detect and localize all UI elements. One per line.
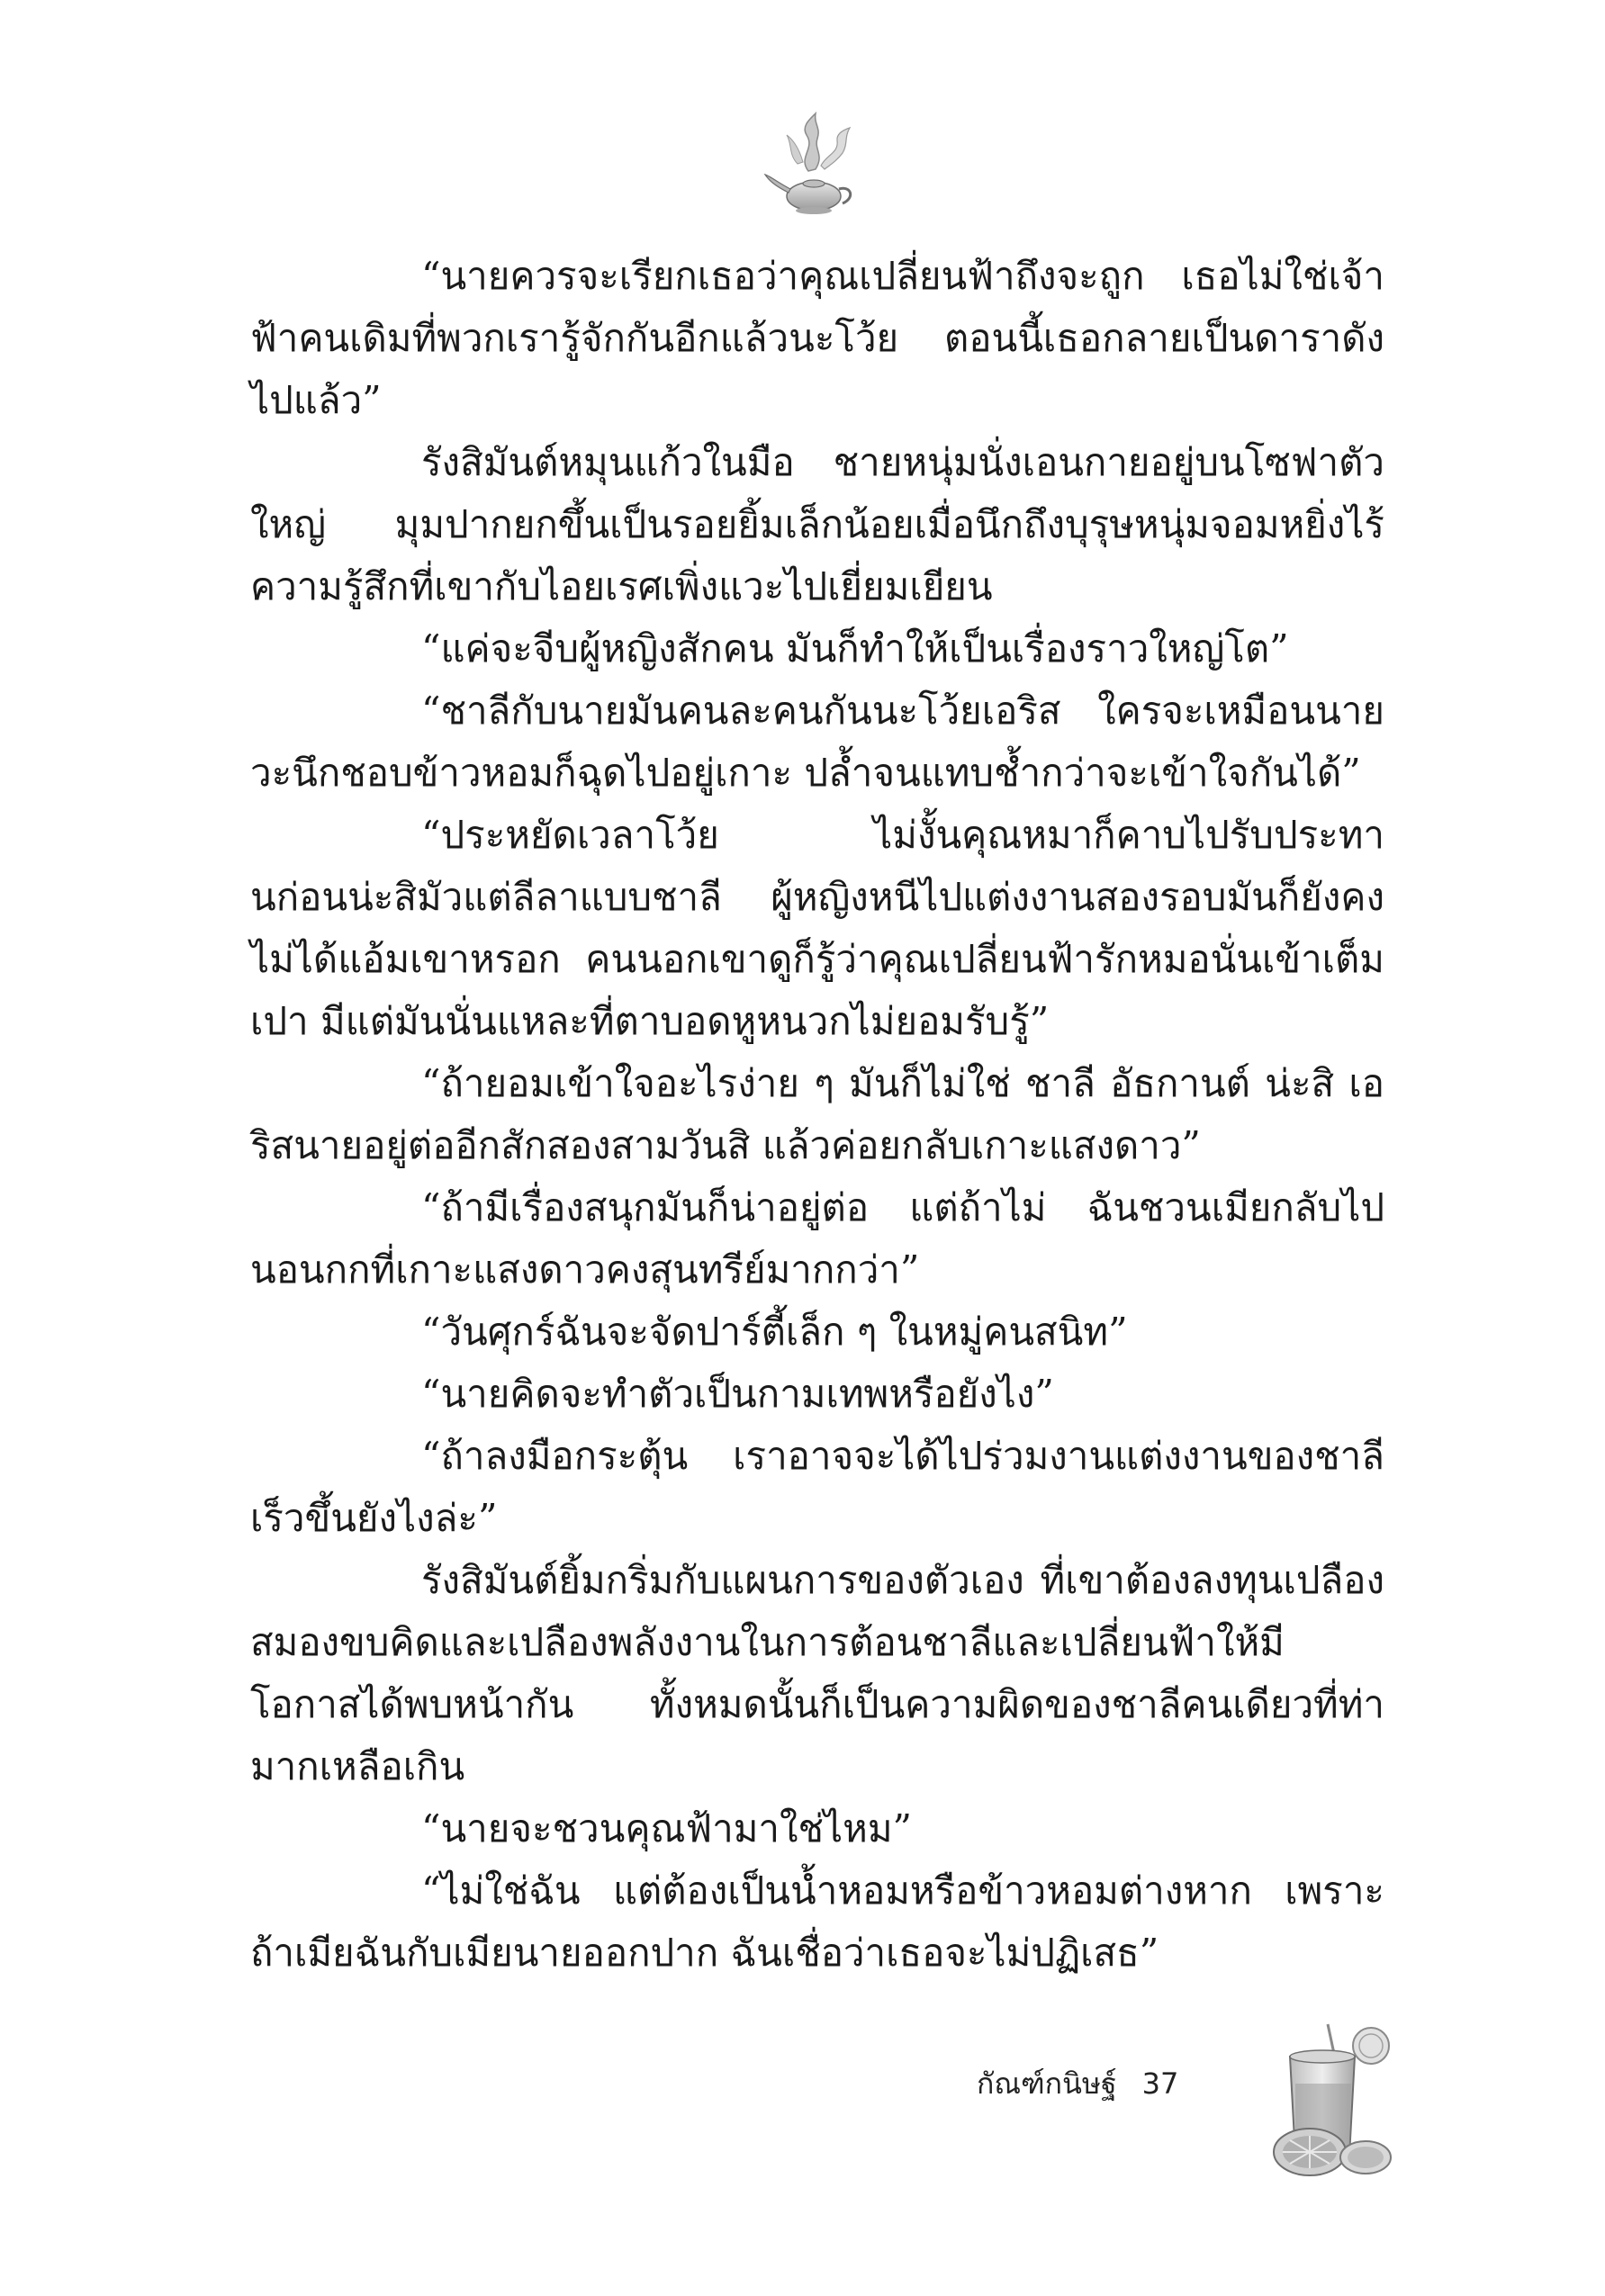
paragraph: รังสิมันต์หมุนแก้วในมือ ชายหนุ่มนั่งเอนกายอยู่บนโซฟาตัวใหญ่ มุมปากยกขึ้นเป็นรอยยิ้มเล็กน้อยเมื่อนึกถึงบุรุษหนุ่มจอมหยิ่งไร้ความรู้สึกที่เขากับไอยเรศเพิ่งแวะไปเยี่ยมเยียน xyxy=(250,440,1384,608)
paragraph: “ชาลีกับนายมันคนละคนกันนะโว้ยเอริส ใครจะเหมือนนายวะนึกชอบข้าวหอมก็ฉุดไปอยู่เกาะ ปล้ำจนแทบช้ำกว่าจะเข้าใจกันได้” xyxy=(250,689,1384,795)
paragraph: “นายควรจะเรียกเธอว่าคุณเปลี่ยนฟ้าถึงจะถูก เธอไม่ใช่เจ้าฟ้าคนเดิมที่พวกเรารู้จักกันอีกแล้วนะโว้ย ตอนนี้เธอกลายเป็นดาราดังไปแล้ว” xyxy=(250,254,1384,422)
paragraph: “ถ้าลงมือกระตุ้น เราอาจจะได้ไปร่วมงานแต่งงานของชาลีเร็วขึ้นยังไงล่ะ” xyxy=(250,1434,1384,1540)
page-number: 37 xyxy=(1141,2066,1179,2101)
paragraph: “ไม่ใช่ฉัน แต่ต้องเป็นน้ำหอมหรือข้าวหอมต่างหาก เพราะถ้าเมียฉันกับเมียนายออกปาก ฉันเชื่อว่าเธอจะไม่ปฏิเสธ” xyxy=(250,1868,1384,1975)
paragraph: “ถ้ายอมเข้าใจอะไรง่าย ๆ มันก็ไม่ใช่ ชาลี อัธกานต์ น่ะสิ เอริสนายอยู่ต่ออีกสักสองสามวันสิ แล้วค่อยกลับเกาะแสงดาว” xyxy=(250,1061,1384,1167)
juice-glass-orange-icon xyxy=(1265,2021,1400,2178)
paragraph: “ถ้ามีเรื่องสนุกมันก็น่าอยู่ต่อ แต่ถ้าไม่ ฉันชวนเมียกลับไปนอนกกที่เกาะแสงดาวคงสุนทรีย์มากกว่า” xyxy=(250,1185,1384,1292)
paragraph: “ประหยัดเวลาโว้ย ไม่งั้นคุณหมาก็คาบไปรับประทานก่อนน่ะสิมัวแต่ลีลาแบบชาลี ผู้หญิงหนีไปแต่งงานสองรอบมันก็ยังคงไม่ได้แอ้มเขาหรอก คนนอกเขาดูก็รู้ว่าคุณเปลี่ยนฟ้ารักหมอนั่นเข้าเต็มเปา มีแต่มันนั่นแหละที่ตาบอดหูหนวกไม่ยอมรับรู้” xyxy=(250,813,1384,1043)
book-title: กัณฑ์กนิษฐ์ xyxy=(977,2066,1117,2101)
paragraph: รังสิมันต์ยิ้มกริ่มกับแผนการของตัวเอง ที่เขาต้องลงทุนเปลืองสมองขบคิดและเปลืองพลังงานในการต้อนชาลีและเปลี่ยนฟ้าให้มีโอกาสได้พบหน้ากัน ทั้งหมดนั้นก็เป็นความผิดของชาลีคนเดียวที่ท่ามากเหลือเกิน xyxy=(250,1558,1384,1788)
paragraph: “แค่จะจีบผู้หญิงสักคน มันก็ทำให้เป็นเรื่องราวใหญ่โต” xyxy=(421,626,1289,671)
paragraph: “วันศุกร์ฉันจะจัดปาร์ตี้เล็ก ๆ ในหมู่คนสนิท” xyxy=(421,1310,1128,1354)
body-text xyxy=(250,245,1384,1984)
page-footer xyxy=(977,2061,1178,2107)
paragraph: “นายคิดจะทำตัวเป็นกามเทพหรือยังไง” xyxy=(421,1372,1054,1416)
teapot-steam-icon xyxy=(762,108,861,225)
paragraph: “นายจะชวนคุณฟ้ามาใช่ไหม” xyxy=(421,1806,912,1850)
